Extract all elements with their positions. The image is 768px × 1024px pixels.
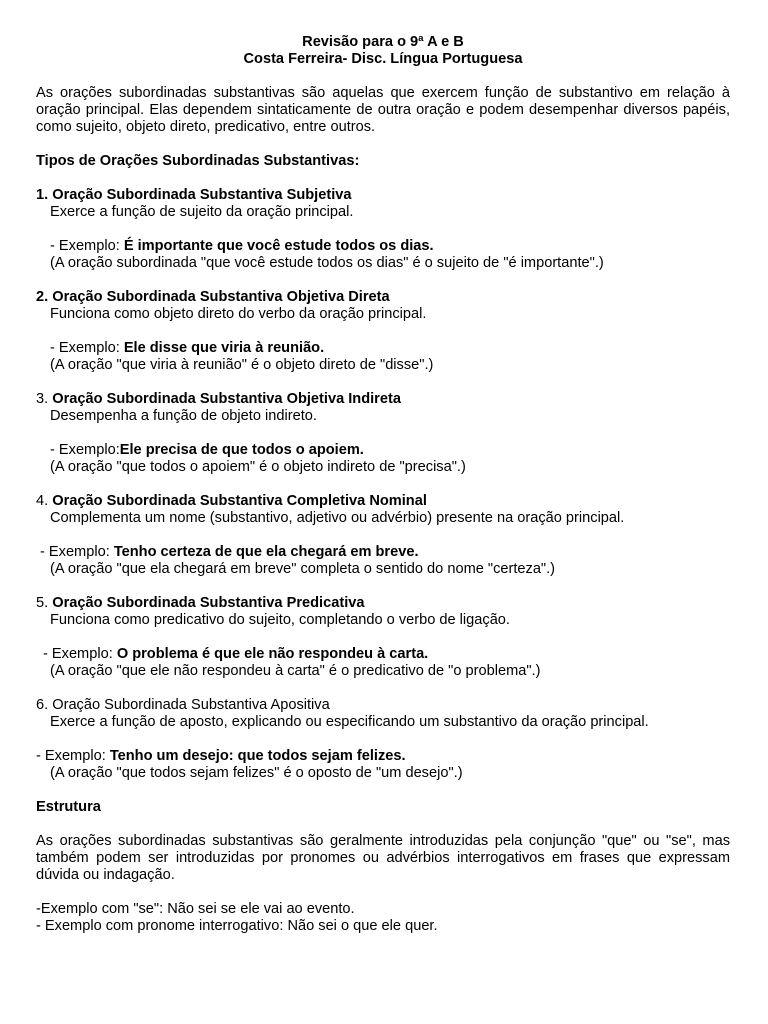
example-prefix: - Exemplo: [40,544,114,560]
intro-paragraph: As orações subordinadas substantivas são aquelas que exercem função de substantivo em relação à oração principal. Elas dependem sintaticamente de outra oração e podem desempenhar diversos papéis, como sujeito, objeto direto, predicativo, entre outros. [36,85,730,135]
example-prefix: - Exemplo: [50,340,124,356]
example-sentence: Ele disse que viria à reunião. [123,340,325,356]
example-sentence: É importante que você estude todos os dias. [123,238,434,254]
type-name: Oração Subordinada Substantiva Completiva Nominal [52,493,427,509]
type-5-explanation: (A oração "que ele não respondeu à carta" é o predicativo de "o problema".) [50,663,541,679]
type-number: 4. [36,493,49,509]
type-5-example [36,646,730,663]
example-sentence: Tenho certeza de que ela chegará em breve. [113,544,419,560]
type-number: 1. [36,187,49,203]
structure-example-1: -Exemplo com "se": Não sei se ele vai ao evento. [36,901,355,917]
type-number: 6. [36,697,49,713]
example-sentence: Tenho um desejo: que todos sejam felizes. [109,748,406,764]
example-prefix: - Exemplo: [50,442,120,458]
structure-example-2: - Exemplo com pronome interrogativo: Não sei o que ele quer. [36,918,438,934]
type-name: Oração Subordinada Substantiva Apositiva [52,697,330,713]
type-2-heading [36,289,730,306]
type-6-description: Exerce a função de aposto, explicando ou especificando um substantivo da oração principal. [50,714,649,730]
example-prefix: - Exemplo: [43,646,117,662]
type-4-description: Complementa um nome (substantivo, adjetivo ou advérbio) presente na oração principal. [50,510,625,526]
type-number: 5. [36,595,49,611]
type-1-explanation: (A oração subordinada "que você estude todos os dias" é o sujeito de "é importante".) [50,255,604,271]
example-prefix: - Exemplo: [36,748,110,764]
type-name: Oração Subordinada Substantiva Objetiva Indireta [52,391,401,407]
document-body [36,34,730,935]
type-4-explanation: (A oração "que ela chegará em breve" completa o sentido do nome "certeza".) [50,561,556,577]
title-line-1: Revisão para o 9ª A e B [302,34,464,50]
example-sentence: Ele precisa de que todos o apoiem. [119,442,364,458]
type-6-explanation: (A oração "que todos sejam felizes" é o oposto de "um desejo".) [50,765,463,781]
type-2-explanation: (A oração "que viria à reunião" é o objeto direto de "disse".) [50,357,434,373]
type-5-description: Funciona como predicativo do sujeito, completando o verbo de ligação. [50,612,510,628]
structure-paragraph: As orações subordinadas substantivas são geralmente introduzidas pela conjunção "que" ou "se", mas também podem ser introduzidas por pronomes ou advérbios interrogativos em frases que expressam dúvida ou indagação. [36,833,730,883]
type-1-heading [36,187,730,204]
type-2-description: Funciona como objeto direto do verbo da oração principal. [50,306,427,322]
type-3-explanation: (A oração "que todos o apoiem" é o objeto indireto de "precisa".) [50,459,466,475]
type-name: Oração Subordinada Substantiva Objetiva Direta [52,289,390,305]
type-3-example [36,442,730,459]
example-prefix: - Exemplo: [50,238,124,254]
type-1-description: Exerce a função de sujeito da oração principal. [50,204,354,220]
type-number: 2. [36,289,49,305]
type-5-heading [36,595,730,612]
type-name: Oração Subordinada Substantiva Predicativa [52,595,365,611]
type-3-heading [36,391,730,408]
title-line-2: Costa Ferreira- Disc. Língua Portuguesa [243,51,523,67]
type-number: 3. [36,391,49,407]
types-heading: Tipos de Orações Subordinadas Substantivas: [36,153,360,169]
type-name: Oração Subordinada Substantiva Subjetiva [52,187,352,203]
example-sentence: O problema é que ele não respondeu à carta. [116,646,429,662]
type-4-heading [36,493,730,510]
structure-heading: Estrutura [36,799,101,815]
type-4-example [36,544,730,561]
type-3-description: Desempenha a função de objeto indireto. [50,408,317,424]
type-6-example [36,748,730,765]
type-2-example [36,340,730,357]
type-6-heading [36,697,730,714]
type-1-example [36,238,730,255]
